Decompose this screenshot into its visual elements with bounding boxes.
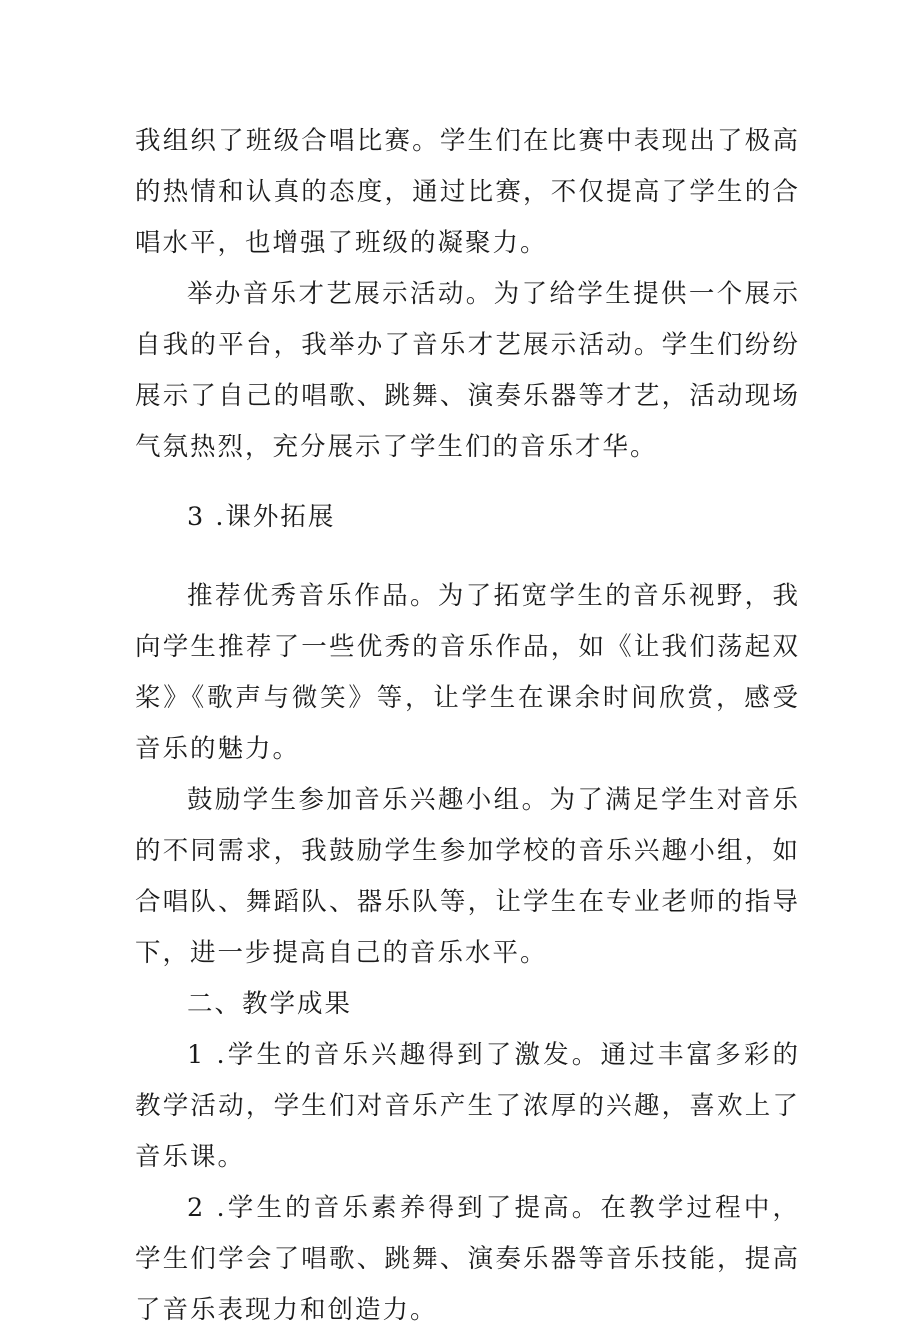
paragraph-result-interest: 1 .学生的音乐兴趣得到了激发。通过丰富多彩的教学活动，学生们对音乐产生了浓厚的兴趣，喜欢上了音乐课。: [135, 1040, 800, 1172]
paragraph-talent-show: 举办音乐才艺展示活动。为了给学生提供一个展示自我的平台，我举办了音乐才艺展示活动。学生们纷纷展示了自己的唱歌、跳舞、演奏乐器等才艺，活动现场气氛热烈，充分展示了学生们的音乐才华。: [135, 279, 800, 462]
paragraph-interest-groups: 鼓励学生参加音乐兴趣小组。为了满足学生对音乐的不同需求，我鼓励学生参加学校的音乐兴趣小组，如合唱队、舞蹈队、器乐队等，让学生在专业老师的指导下，进一步提高自己的音乐水平。: [135, 785, 800, 968]
paragraph-result-literacy: 2 .学生的音乐素养得到了提高。在教学过程中，学生们学会了唱歌、跳舞、演奏乐器等音乐技能，提高了音乐表现力和创造力。: [135, 1193, 800, 1325]
section-heading-extracurricular: 3 .课外拓展: [187, 502, 336, 532]
document-body: [135, 116, 800, 1336]
paragraph-choir-competition: 我组织了班级合唱比赛。学生们在比赛中表现出了极高的热情和认真的态度，通过比赛，不仅提高了学生的合唱水平，也增强了班级的凝聚力。: [135, 126, 800, 258]
section-heading-teaching-results: 二、教学成果: [187, 989, 353, 1019]
paragraph-recommend-works: 推荐优秀音乐作品。为了拓宽学生的音乐视野，我向学生推荐了一些优秀的音乐作品，如《让我们荡起双桨》《歌声与微笑》等，让学生在课余时间欣赏，感受音乐的魅力。: [135, 581, 800, 764]
